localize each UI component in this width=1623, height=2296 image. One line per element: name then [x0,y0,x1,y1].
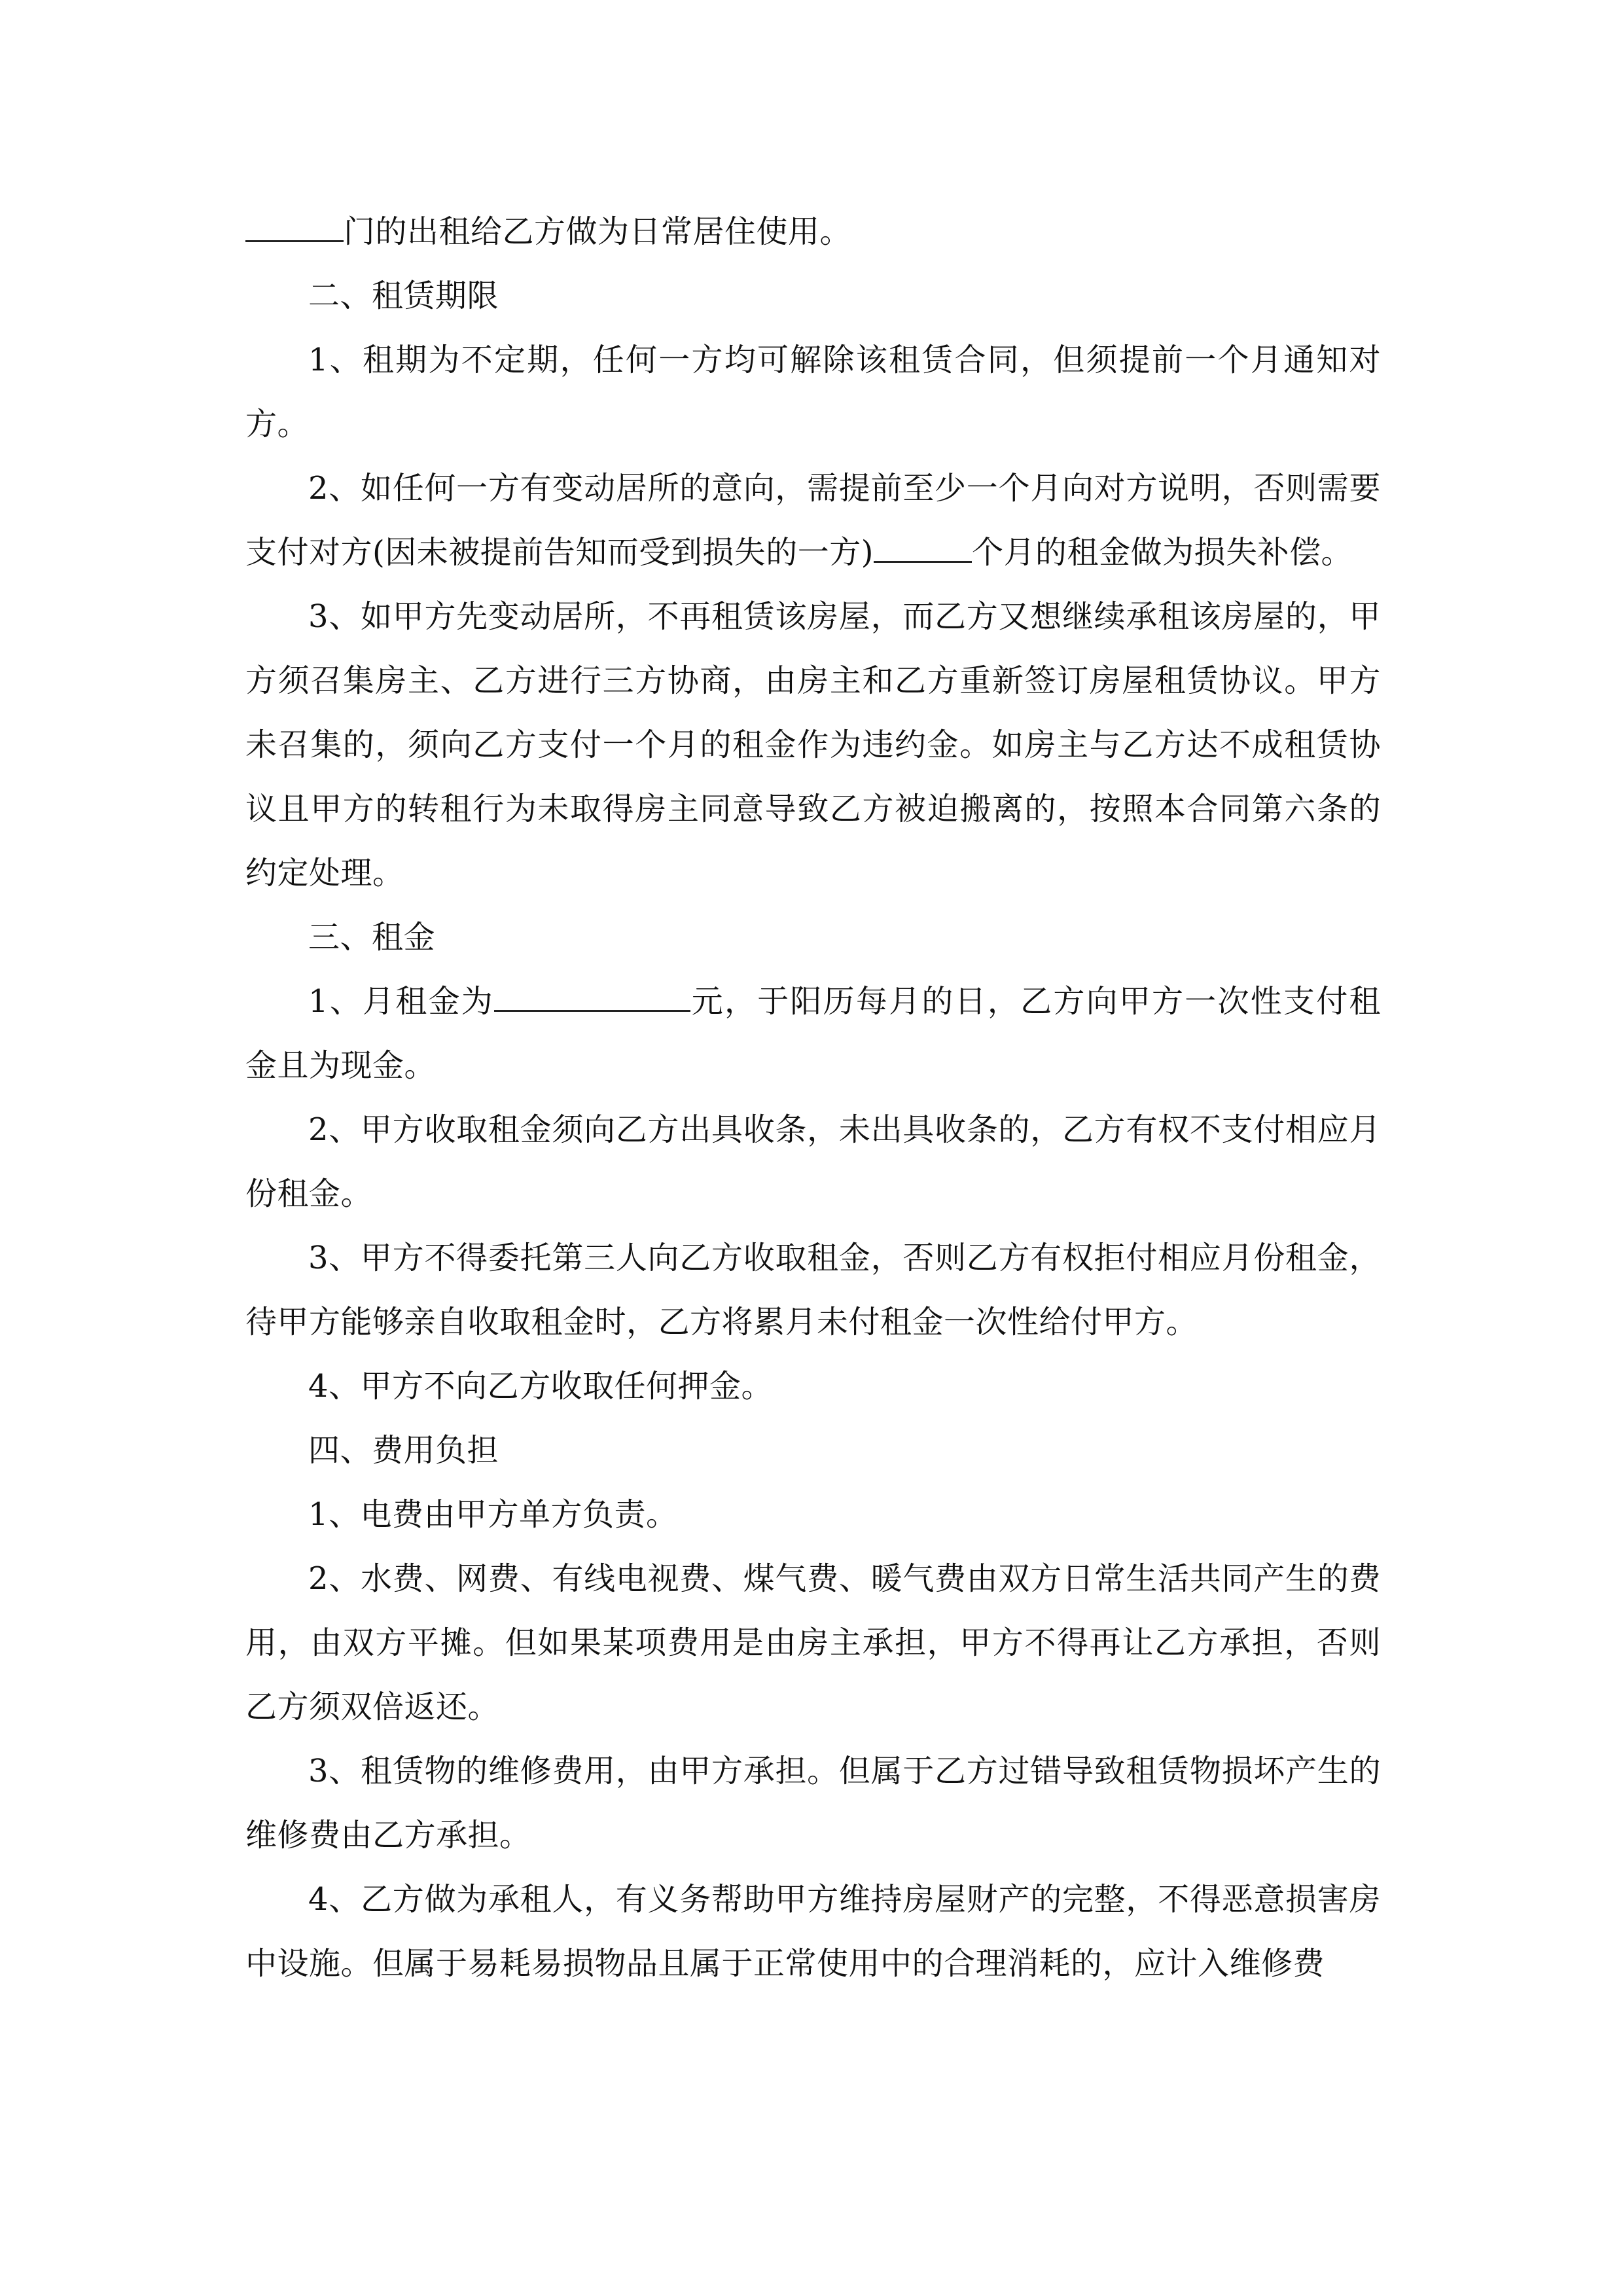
blank-line [494,981,690,1012]
lease-term-item-2-text-b: 个月的租金做为损失补偿。 [971,534,1353,571]
rent-item-1-text-b: 元，于阳历每月的日，乙方向甲方一次性支付租金且为现金。 [245,983,1381,1084]
section-heading-rent: 三、租金 [308,919,436,956]
lease-term-item-2 [245,456,1381,584]
intro-line [245,200,1381,264]
lease-term-item-1: 1、租期为不定期，任何一方均可解除该租赁合同，但须提前一个月通知对方。 [245,342,1381,442]
expenses-item-4: 4、乙方做为承租人，有义务帮助甲方维持房屋财产的完整，不得恶意损害房中设施。但属于易耗易损物品且属于正常使用中的合理消耗的，应计入维修费 [245,1881,1381,1982]
rent-item-1-text-a: 1、月租金为 [308,983,494,1020]
rent-item-3: 3、甲方不得委托第三人向乙方收取租金，否则乙方有权拒付相应月份租金，待甲方能够亲自收取租金时，乙方将累月未付租金一次性给付甲方。 [245,1240,1381,1340]
section-heading-expenses: 四、费用负担 [308,1432,499,1469]
blank-line [874,532,972,563]
rent-item-2: 2、甲方收取租金须向乙方出具收条，未出具收条的，乙方有权不支付相应月份租金。 [245,1111,1381,1212]
expenses-item-3: 3、租赁物的维修费用，由甲方承担。但属于乙方过错导致租赁物损坏产生的维修费由乙方承担。 [245,1753,1381,1854]
blank-line [245,211,344,242]
expenses-item-2: 2、水费、网费、有线电视费、煤气费、暖气费由双方日常生活共同产生的费用，由双方平摊。但如果某项费用是由房主承担，甲方不得再让乙方承担，否则乙方须双倍返还。 [245,1560,1381,1725]
lease-term-item-3: 3、如甲方先变动居所，不再租赁该房屋，而乙方又想继续承租该房屋的，甲方须召集房主、乙方进行三方协商，由房主和乙方重新签订房屋租赁协议。甲方未召集的，须向乙方支付一个月的租金作为违约金。如房主与乙方达不成租赁协议且甲方的转租行为未取得房主同意导致乙方被迫搬离的，按照本合同第六条的约定处理。 [245,598,1381,891]
rent-item-1 [245,969,1381,1098]
document-body [245,200,1381,1996]
expenses-item-1: 1、电费由甲方单方负责。 [308,1496,678,1533]
lease-term-item-2-text-a: 2、如任何一方有变动居所的意向，需提前至少一个月向对方说明，否则需要支付对方(因未被提前告知而受到损失的一方) [245,470,1381,571]
section-heading-lease-term: 二、租赁期限 [308,278,499,314]
intro-line-text: 门的出租给乙方做为日常居住使用。 [344,213,852,250]
rent-item-4: 4、甲方不向乙方收取任何押金。 [308,1368,774,1405]
